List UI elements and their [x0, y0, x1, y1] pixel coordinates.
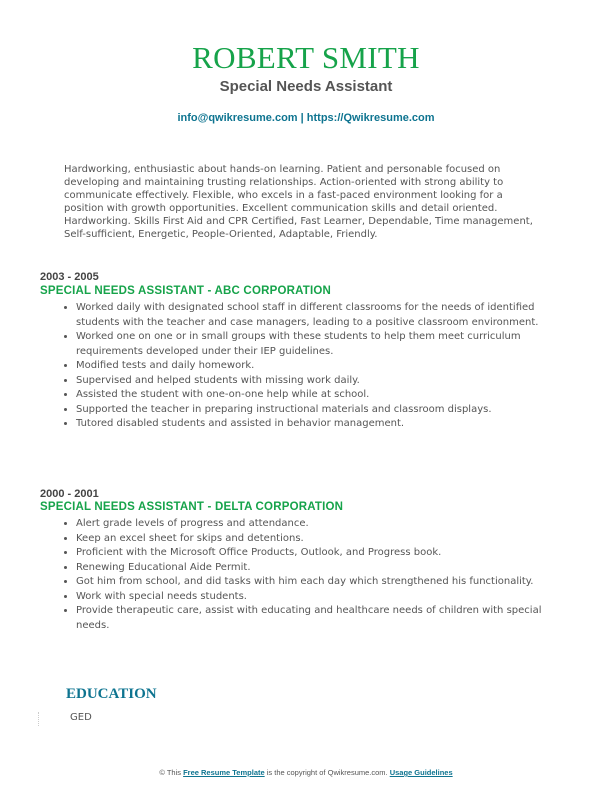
- job-bullet: • Keep an excel sheet for skips and detentions.: [76, 532, 546, 547]
- job-bullet: • Provide therapeutic care, assist with educating and healthcare needs of children with special needs.: [76, 604, 546, 633]
- job-title: SPECIAL NEEDS ASSISTANT - ABC CORPORATION: [40, 285, 332, 297]
- usage-guidelines-link[interactable]: Usage Guidelines: [389, 768, 453, 777]
- candidate-name: ROBERT SMITH: [192, 40, 420, 75]
- job-bullet: • Assisted the student with one-on-one help while at school.: [76, 388, 546, 403]
- copyright-footer: [0, 768, 612, 777]
- job-dates: 2003 - 2005: [40, 271, 99, 283]
- job-bullet: • Supported the teacher in preparing instructional materials and classroom displays.: [76, 403, 546, 418]
- education-heading: EDUCATION: [66, 686, 157, 702]
- job-bullet: • Proficient with the Microsoft Office Products, Outlook, and Progress book.: [76, 546, 546, 561]
- footer-prefix: © This: [159, 768, 184, 777]
- job-bullet: • Worked daily with designated school staff in different classrooms for the needs of identified students with the teacher and case managers, leading to a positive classroom environment.: [76, 301, 546, 330]
- job-bullet: • Tutored disabled students and assisted in behavior management.: [76, 417, 546, 432]
- job-bullet: • Modified tests and daily homework.: [76, 359, 546, 374]
- job-title: SPECIAL NEEDS ASSISTANT - DELTA CORPORATION: [40, 501, 344, 513]
- education-item: GED: [70, 712, 92, 723]
- free-template-link[interactable]: Free Resume Template: [183, 768, 265, 777]
- summary-paragraph: Hardworking, enthusiastic about hands-on learning. Patient and personable focused on developing and maintaining trusting relationships. Action-oriented with strong ability to communicate effectively. Flexible, who excels in a fast-paced environment looking for a position with growth opportunities. Excellent communication skills and detail oriented. Hardworking. Skills First Aid and CPR Certified, Fast Learner, Dependable, Time management, Self-sufficient, Energetic, People-Oriented, Adaptable, Friendly.: [64, 164, 533, 240]
- job-bullet: • Work with special needs students.: [76, 590, 546, 605]
- candidate-job-title: Special Needs Assistant: [219, 78, 393, 95]
- job-dates: 2000 - 2001: [40, 488, 99, 500]
- job-bullet-list: [58, 301, 546, 432]
- email-link[interactable]: info@qwikresume.com: [177, 112, 298, 124]
- job-bullet: • Renewing Educational Aide Permit.: [76, 561, 546, 576]
- job-bullet: • Alert grade levels of progress and attendance.: [76, 517, 546, 532]
- contact-separator: |: [297, 112, 307, 124]
- website-link[interactable]: https://Qwikresume.com: [306, 112, 435, 124]
- education-divider: [38, 712, 39, 726]
- footer-middle: is the copyright of Qwikresume.com.: [264, 768, 390, 777]
- job-bullet: • Worked one on one or in small groups with these students to help them meet curriculum requirements developed under their IEP guidelines.: [76, 330, 546, 359]
- contact-line: [0, 112, 612, 124]
- job-bullet: • Supervised and helped students with missing work daily.: [76, 374, 546, 389]
- job-bullet-list: [58, 517, 546, 633]
- job-bullet: • Got him from school, and did tasks with him each day which strengthened his functionality.: [76, 575, 546, 590]
